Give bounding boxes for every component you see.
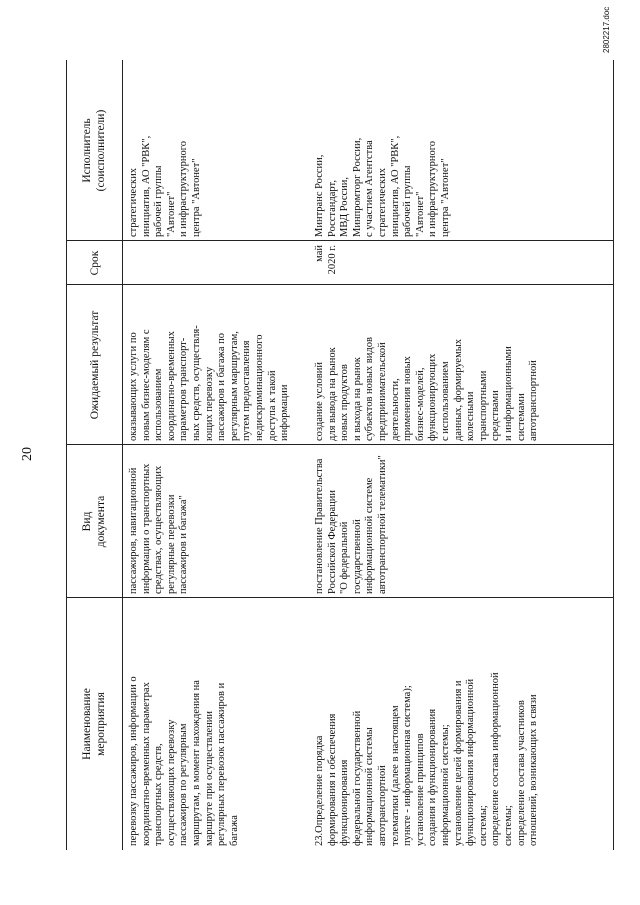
cell-doc-type-continuation: пассажиров, навигационной информации о транспортных средствах, осуществляющих регулярные перевозки пассажиров и багажа"	[128, 463, 190, 594]
header-deadline: Срок	[89, 250, 101, 276]
cell-executor-item-23: Минтранс России, Росстандарт, МВД России, Минпромторг России, с участием Агентства стратегических инициатив, АО "РВК", рабочей группы "Автонет" и инфраструктурного центра "Автонет"	[314, 135, 451, 237]
cell-name-item-23: 23.Определение порядка формирования и обеспечения функционирования федеральной государственной информационной системы автотранспортной телематики (далее в настоящем пункте - информационная система); установление принципов создания и функционирования информационной системы; установление целей формирования и функционирования информационной системы; определение состава информационной системы; определение состава участников отношений, возникающих в связи	[314, 672, 540, 846]
header-result: Ожидаемый результат	[89, 310, 101, 420]
cell-name-continuation: перевозку пассажиров, информации о координатно-временных параметрах транспортных средств, осуществляющих перевозку пассажиров по регулярным маршрутам, в момент нахождения на маршруте при осуществлении регулярных перевозок пассажиров и багажа	[128, 676, 240, 846]
header-doc-type: Вид документа	[81, 495, 107, 548]
column-divider	[66, 597, 613, 598]
cell-result-item-23: создание условий для вывода на рынок новых продуктов и выхода на рынок субъектов новых видов предпринимательской деятельности, применения новых бизнес-моделей, функционирующих с использованием данных, формируемых колесными транспортными средствами и информационными системами автотранспортной	[314, 337, 540, 441]
header-name: Наименование мероприятия	[81, 688, 107, 760]
column-divider	[66, 284, 613, 285]
table-bottom-border	[613, 60, 614, 850]
column-divider	[66, 240, 613, 241]
column-divider	[66, 444, 613, 445]
table-top-border	[66, 60, 67, 850]
document-code: 2802217.doc	[602, 6, 611, 53]
header-executor: Исполнитель (соисполнители)	[81, 109, 107, 192]
header-divider	[122, 60, 123, 850]
cell-deadline-item-23: май 2020 г.	[314, 245, 338, 275]
cell-executor-continuation: стратегических инициатив, АО "РВК", рабочей группы "Автонет" и инфраструктурного центра "Автонет"	[128, 135, 202, 237]
cell-result-continuation: оказывающих услуги по новым бизнес-моделям с использованием координатно-временных параметров транспорт- ных средств, осуществля- ющих перевозку пассажиров и багажа по регулярным маршрутам, путем предоставления недискриминационного доступа к такой информации	[128, 325, 291, 441]
page-number: 20	[20, 447, 35, 461]
cell-doc-type-item-23: постановление Правительства Российской Федерации "О федеральной государственной информационной системе автотранспортной телематики"	[314, 455, 388, 594]
